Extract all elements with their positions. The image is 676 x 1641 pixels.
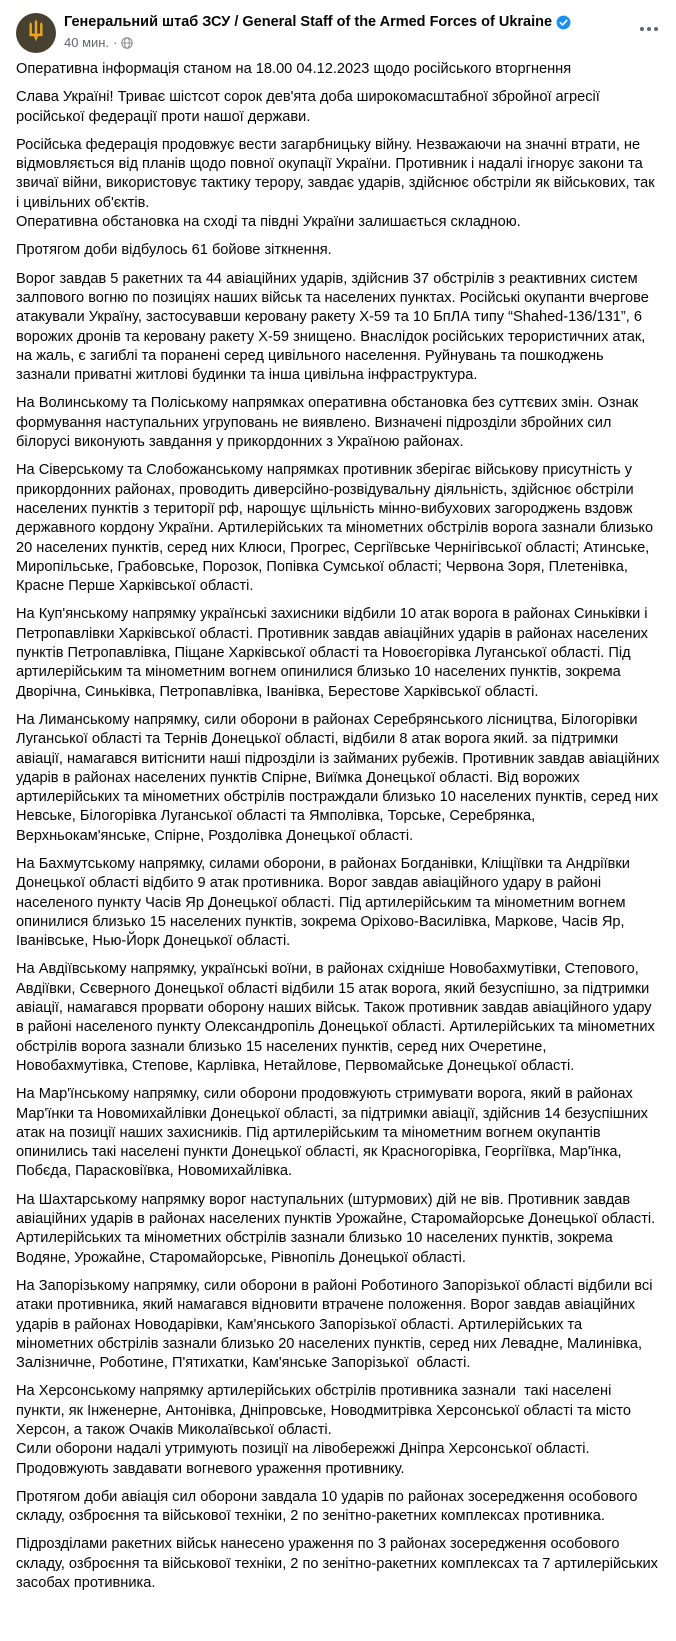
ellipsis-icon xyxy=(640,27,644,31)
post-timestamp[interactable]: 40 мин. xyxy=(64,35,110,50)
more-options-button[interactable] xyxy=(638,21,660,37)
avatar[interactable] xyxy=(16,13,56,53)
post-paragraph: Ворог завдав 5 ракетних та 44 авіаційних ударів, здійснив 37 обстрілів з реактивних систем залпового вогню по позиціях наших військ та населених пунктах. Російські окупанти вчергове атакували Україну, застосувавши керовану ракету Х-59 та 10 БпЛА типу “Shahed-136/131”, 6 ворожих дронів та керовану ракету Х-59 знищено. Внаслідок російських терористичних атак, на жаль, є загиблі та поранені серед цивільного населення. Руйнувань та пошкоджень зазнали приватні житлові будинки та інша цивільна інфраструктура. xyxy=(16,270,653,384)
post-paragraph: На Куп'янському напрямку українські захисники відбили 10 атак ворога в районах Синьківки і Петропавлівки Харківської області. Противник завдав авіаційних ударів в районах населених пунктів Петропавлівка, Піщане Харківської області та Новоєгорівка Луганської області. Під артилерійським та мінометним вогнем опинилися близько 10 населених пунктів, зокрема Дворічна, Синьківка, Петропавлівка, Іванівка, Берестове Харківської області. xyxy=(16,606,652,700)
header-text xyxy=(64,13,660,51)
meta-row xyxy=(64,35,620,51)
verified-badge-icon xyxy=(556,15,571,30)
globe-icon xyxy=(121,37,133,49)
post-paragraph: На Херсонському напрямку артилерійських обстрілів противника зазнали такі населені пункти, як Інженерне, Антонівка, Дніпровське, Новодмитрівка Херсонської області та місто Херсон, а також Очаків Миколаївської області. xyxy=(16,1383,636,1438)
post-paragraph: Оперативна інформація станом на 18.00 04.12.2023 щодо російського вторгнення xyxy=(16,61,572,77)
page-name-link[interactable]: Генеральний штаб ЗСУ / General Staff of the Armed Forces of Ukraine xyxy=(64,14,553,30)
post-text xyxy=(16,60,664,1593)
ellipsis-icon xyxy=(654,27,658,31)
post-paragraph: На Мар'їнському напрямку, сили оборони продовжують стримувати ворога, який в районах Мар'їнки та Новомихайлівки Донецької області, за підтримки авіації, здійснив 14 безуспішних атак на позиції наших захисників. Під артилерійським та мінометним вогнем окупантів опинились такі населені пункти Донецької області, як Красногорівка, Георгіївка, Мар'їнка, Побєда, Парасковіївка, Новомихайлівка. xyxy=(16,1086,652,1180)
post-paragraph: На Волинському та Поліському напрямках оперативна обстановка без суттєвих змін. Ознак формування наступальних угруповань не виявлено. Визначені підрозділи збройних сил білорусі виконують завдання у прикордонних з Україною районах. xyxy=(16,395,643,451)
meta-separator: · xyxy=(113,35,118,50)
post-paragraph: На Шахтарському напрямку ворог наступальних (штурмових) дій не вів. Противник завдав авіаційних ударів в районах населених пунктів Урожайне, Старомайорське Донецької області. Артилерійських та мінометних обстрілів зазнали близько 10 населених пунктів, зокрема Водяне, Урожайне, Старомайорське, Рівнопіль Донецької області. xyxy=(16,1191,660,1266)
post-header xyxy=(16,13,660,53)
post-paragraph: Російська федерація продовжує вести загарбницьку війну. Незважаючи на значні втрати, не відмовляється від планів щодо повної окупації України. Противник і надалі ігнорує закони та звичаї війни, використовує тактику терору, завдає ударів, здійснює обстріли як військових, так і цивільних об'єктів. xyxy=(16,136,659,211)
post-paragraph: Оперативна обстановка на сході та півдні України залишається складною. xyxy=(16,214,521,231)
ellipsis-icon xyxy=(647,27,651,31)
post-paragraph: На Авдіївському напрямку, українські воїни, в районах східніше Новобахмутівки, Степового, Авдіївки, Сєверного Донецької області відбили 15 атак ворога, який безуспішно, за підтримки авіації, намагався прорвати оборону наших військ. Також противник завдав авіаційного удару в районі населеного пункту Олександропіль Донецької області. Артилерійських та мінометних обстрілів ворога зазнали близько 15 населених пунктів, серед них Очеретине, Новобахмутівка, Степове, Карлівка, Нетайлове, Первомайське Донецької області. xyxy=(16,961,659,1074)
post-paragraph: Слава Україні! Триває шістсот сорок дев'ята доба широкомасштабної збройної агресії російської федерації проти нашої держави. xyxy=(16,89,604,125)
post-paragraph: Протягом доби відбулось 61 бойове зіткнення. xyxy=(16,242,332,259)
post-paragraph: На Сіверському та Слобожанському напрямках противник зберігає військову присутність у прикордонних районах, проводить диверсійно-розвідувальну діяльність, здійснює обстріли населених пунктів з території рф, нарощує щільність мінно-вибухових загороджень вздовж державного кордону України. Артилерійських та мінометних обстрілів ворога зазнали близько 20 населених пунктів, серед них Клюси, Прогрес, Сергіївське Чернігівської області; Атинське, Миропільське, Грабовське, Порозок, Попівка Сумської області; Червона Зоря, Плетенівка, Красне Перше Харківської області. xyxy=(16,462,658,595)
trident-logo xyxy=(16,13,56,53)
post-paragraph: На Бахмутському напрямку, силами оборони, в районах Богданівки, Кліщіївки та Андріївки Донецької області відбито 9 атак противника. Ворог завдав авіаційного удару в районі населеного пункту Часів Яр Донецької області. Під артилерійським та мінометним вогнем опинилися близько 15 населених пунктів, зокрема Оріхово-Василівка, Маркове, Часів Яр, Іванівське, Нью-Йорк Донецької області. xyxy=(16,855,634,950)
post-paragraph: На Лиманському напрямку, сили оборони в районах Серебрянського лісництва, Білогорівки Луганської області та Тернів Донецької області, відбили 8 атак ворога який. за підтримки авіації, намагався витіснити наші підрозділи із займаних рубежів. Противник завдав авіаційних ударів в районах населених пунктів Спірне, Виїмка Донецької області. Від ворожих артилерійських та мінометних обстрілів постраждали близько 10 населених пунктів, серед них Невське, Білогорівка Луганської області та Ямполівка, Торське, Серебрянка, Верхньокам'янське, Спірне, Роздолівка Донецької області. xyxy=(16,711,664,844)
post-paragraph: Сили оборони надалі утримують позиції на лівобережжі Дніпра Херсонської області. Продовжують завдавати вогневого ураження противнику. xyxy=(16,1441,594,1477)
post-paragraph: На Запорізькому напрямку, сили оборони в районі Роботиного Запорізької області відбили всі атаки противника, який намагався відновити втрачене положення. Ворог завдав авіаційних ударів в районах Новодарівки, Кам'янського Запорізької області. Артилерійських та мінометних обстрілів зазнали близько 20 населених пунктів, серед них Левадне, Малинівка, Залізничне, Роботине, П'ятихатки, Кам'янське Запорізької області. xyxy=(16,1277,657,1372)
post-paragraph: Протягом доби авіація сил оборони завдала 10 ударів по районах зосередження особового складу, озброєння та військової техніки, 2 по зенітно-ракетних комплексах противника. xyxy=(16,1488,642,1525)
name-row xyxy=(64,13,620,32)
post-paragraph: Підрозділами ракетних військ нанесено ураження по 3 районах зосередження особового складу, озброєння та військової техніки, 2 по зенітно-ракетних комплексах та 7 артилерійських засобах противника. xyxy=(16,1536,662,1592)
